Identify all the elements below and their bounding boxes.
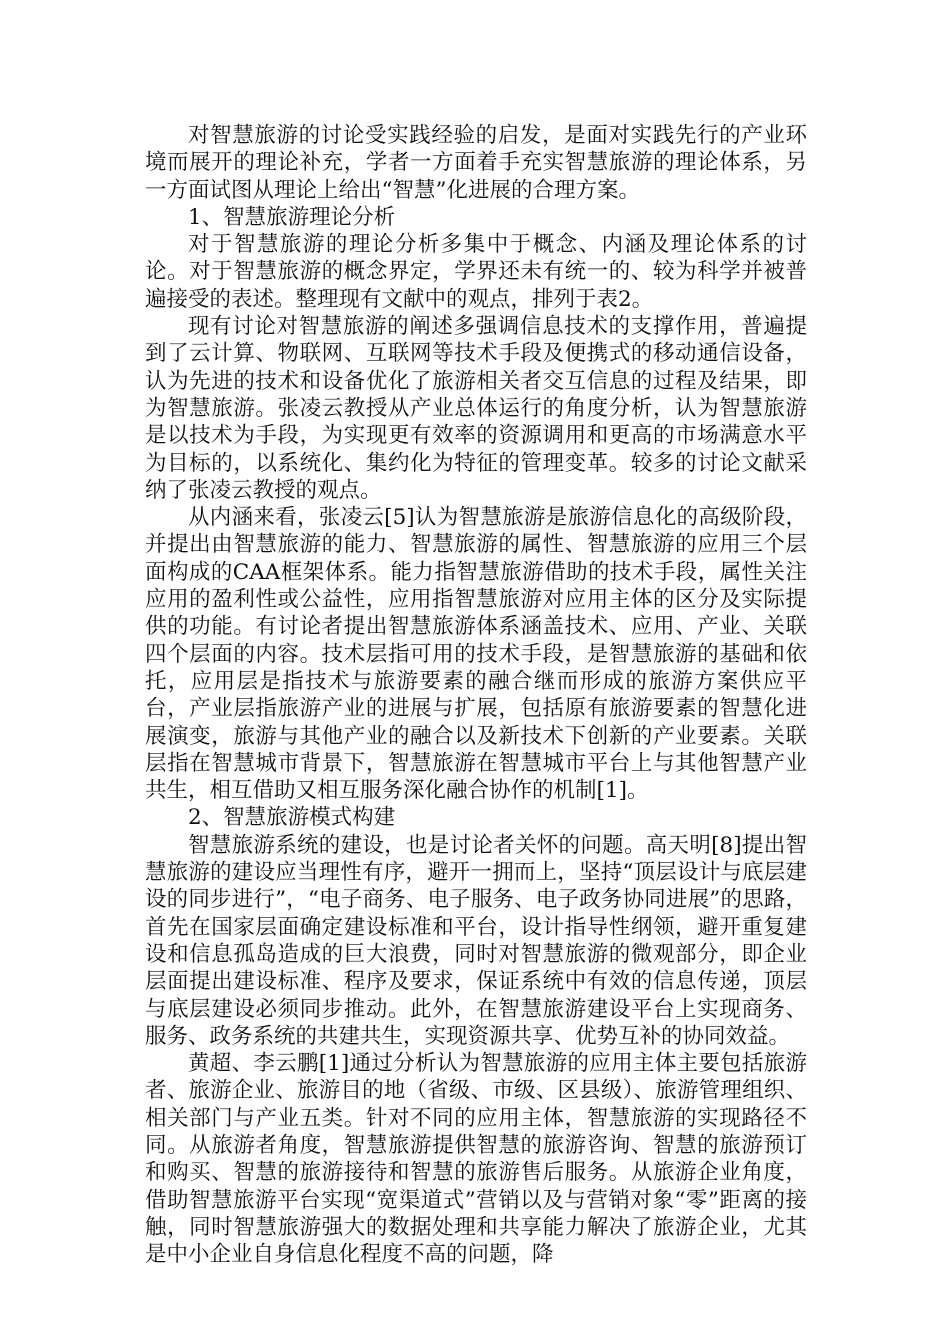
section-heading-theory: 1、智慧旅游理论分析 xyxy=(188,204,396,230)
paragraph-model-subjects: 黄超、李云鹏[1]通过分析认为智慧旅游的应用主体主要包括旅游者、旅游企业、旅游目的地（省级、市级、区县级）、旅游管理组织、相关部门与产业五类。针对不同的应用主体，智慧旅游的实现路径不同。从旅游者角度，智慧旅游提供智慧的旅游咨询、智慧的旅游预订和购买、智慧的旅游接待和智慧的旅游售后服务。从旅游企业角度，借助智慧旅游平台实现“宽渠道式”营销以及与营销对象“零”距离的接触，同时智慧旅游强大的数据处理和共享能力解决了旅游企业，尤其是中小企业自身信息化程度不高的问题，降 xyxy=(145,1051,807,1268)
paragraph-theory-technology: 现有讨论对智慧旅游的阐述多强调信息技术的支撑作用，普遍提到了云计算、物联网、互联网等技术手段及便携式的移动通信设备，认为先进的技术和设备优化了旅游相关者交互信息的过程及结果，即为智慧旅游。张凌云教授从产业总体运行的角度分析，认为智慧旅游是以技术为手段，为实现更有效率的资源调用和更高的市场满意水平为目标的，以系统化、集约化为特征的管理变革。较多的讨论文献采纳了张凌云教授的观点。 xyxy=(145,314,807,503)
paragraph-theory-connotation: 从内涵来看，张凌云[5]认为智慧旅游是旅游信息化的高级阶段，并提出由智慧旅游的能力、智慧旅游的属性、智慧旅游的应用三个层面构成的CAA框架体系。能力指智慧旅游借助的技术手段，属性关注应用的盈利性或公益性，应用指智慧旅游对应用主体的区分及实际提供的功能。有讨论者提出智慧旅游体系涵盖技术、应用、产业、关联四个层面的内容。技术层指可用的技术手段，是智慧旅游的基础和依托，应用层是指技术与旅游要素的融合继而形成的旅游方案供应平台，产业层指旅游产业的进展与扩展，包括原有旅游要素的智慧化进展演变，旅游与其他产业的融合以及新技术下创新的产业要素。关联层指在智慧城市背景下，智慧旅游在智慧城市平台上与其他智慧产业共生，相互借助又相互服务深化融合协作的机制[1]。 xyxy=(145,505,807,804)
paragraph-intro: 对智慧旅游的讨论受实践经验的启发，是面对实践先行的产业环境而展开的理论补充，学者一方面着手充实智慧旅游的理论体系，另一方面试图从理论上给出“智慧”化进展的合理方案。 xyxy=(145,123,807,203)
article-body xyxy=(145,122,807,1268)
section-heading-model: 2、智慧旅游模式构建 xyxy=(188,805,396,831)
paragraph-theory-concept: 对于智慧旅游的理论分析多集中于概念、内涵及理论体系的讨论。对于智慧旅游的概念界定，学界还未有统一的、较为科学并被普遍接受的表述。整理现有文献中的观点，排列于表2。 xyxy=(145,232,807,312)
paragraph-model-construction: 智慧旅游系统的建设，也是讨论者关怀的问题。高天明[8]提出智慧旅游的建设应当理性有序，避开一拥而上，坚持“顶层设计与底层建设的同步进行”，“电子商务、电子服务、电子政务协同进展”的思路，首先在国家层面确定建设标准和平台，设计指导性纲领，避开重复建设和信息孤岛造成的巨大浪费，同时对智慧旅游的微观部分，即企业层面提出建设标准、程序及要求，保证系统中有效的信息传递，顶层与底层建设必须同步推动。此外，在智慧旅游建设平台上实现商务、服务、政务系统的共建共生，实现资源共享、优势互补的协同效益。 xyxy=(145,832,807,1049)
